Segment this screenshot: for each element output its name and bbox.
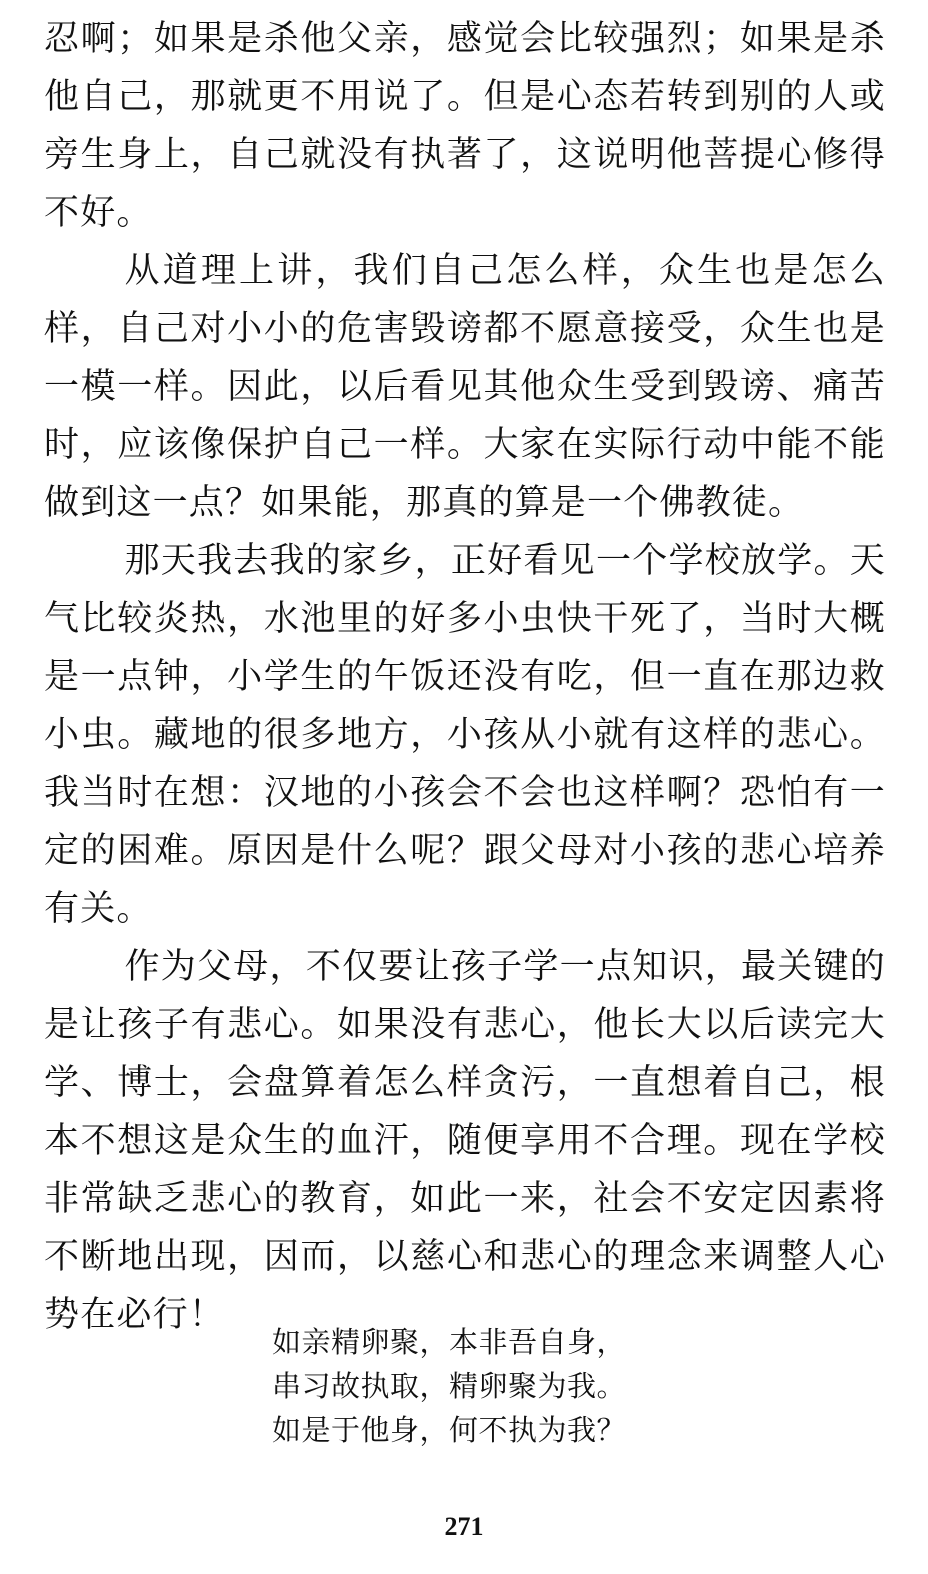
paragraph-continued: 忍啊；如果是杀他父亲，感觉会比较强烈；如果是杀他自己，那就更不用说了。但是心态若转到别的人或旁生身上，自己就没有执著了，这说明他菩提心修得不好。 xyxy=(44,19,886,233)
verse-line: 如亲精卵聚，本非吾自身， xyxy=(272,1325,627,1359)
body-text xyxy=(44,10,886,1344)
paragraph: 从道理上讲，我们自己怎么样，众生也是怎么样，自己对小小的危害毁谤都不愿意接受，众生也是一模一样。因此，以后看见其他众生受到毁谤、痛苦时，应该像保护自己一样。大家在实际行动中能不能做到这一点？如果能，那真的算是一个佛教徒。 xyxy=(44,251,886,523)
verse-line: 如是于他身，何不执为我？ xyxy=(272,1413,627,1447)
page-number: 271 xyxy=(444,1512,484,1541)
verse-line: 串习故执取，精卵聚为我。 xyxy=(272,1369,627,1403)
verse-quote xyxy=(272,1320,792,1452)
paragraph: 那天我去我的家乡，正好看见一个学校放学。天气比较炎热，水池里的好多小虫快干死了，当时大概是一点钟，小学生的午饭还没有吃，但一直在那边救小虫。藏地的很多地方，小孩从小就有这样的悲心。我当时在想：汉地的小孩会不会也这样啊？恐怕有一定的困难。原因是什么呢？跟父母对小孩的悲心培养有关。 xyxy=(44,541,886,929)
paragraph: 作为父母，不仅要让孩子学一点知识，最关键的是让孩子有悲心。如果没有悲心，他长大以后读完大学、博士，会盘算着怎么样贪污，一直想着自己，根本不想这是众生的血汗，随便享用不合理。现在学校非常缺乏悲心的教育，如此一来，社会不安定因素将不断地出现，因而，以慈心和悲心的理念来调整人心势在必行！ xyxy=(44,947,886,1335)
